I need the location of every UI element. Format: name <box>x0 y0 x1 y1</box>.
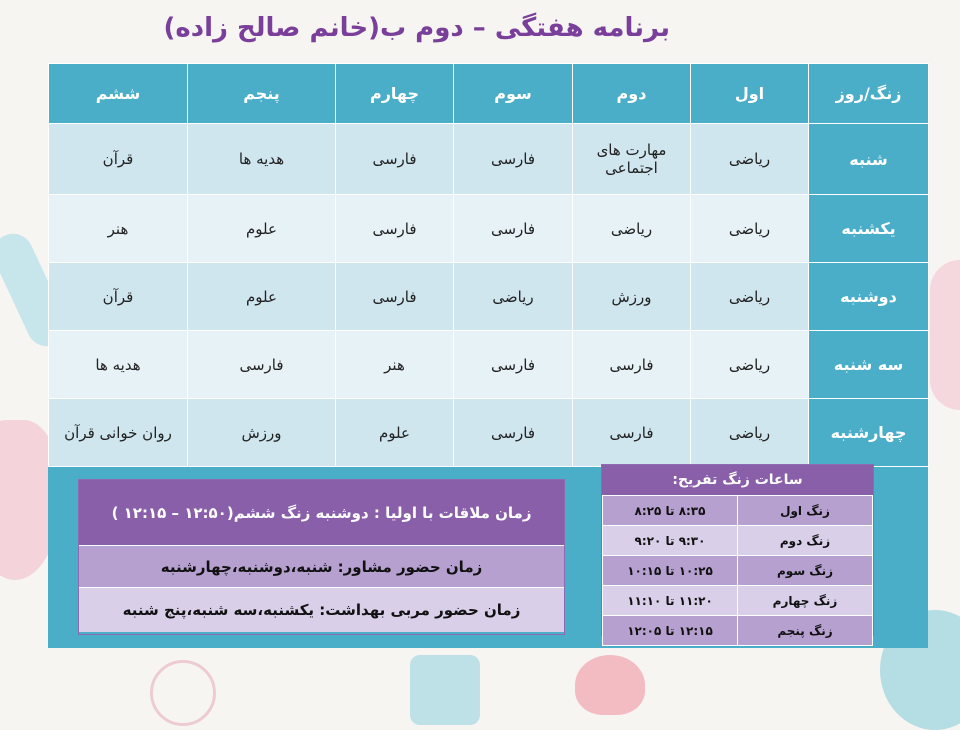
day-cell: یکشنبه <box>809 195 929 263</box>
header-corner: زنگ/روز <box>809 64 929 124</box>
lesson-cell: روان خوانی قرآن <box>49 399 188 467</box>
lesson-cell: مهارت های اجتماعی <box>573 124 691 195</box>
lesson-cell: ریاضی <box>691 263 809 331</box>
bell-name: زنگ چهارم <box>738 586 873 616</box>
table-row <box>49 124 929 195</box>
bell-time: ۱۲:۱۵ تا ۱۲:۰۵ <box>603 616 738 646</box>
lesson-cell: ورزش <box>573 263 691 331</box>
lesson-cell: فارسی <box>454 195 573 263</box>
break-times-title: ساعات زنگ تفریح: <box>602 465 873 495</box>
lesson-cell: هنر <box>49 195 188 263</box>
header-period: اول <box>691 64 809 124</box>
lesson-cell: فارسی <box>336 263 454 331</box>
counselor-days: زمان حضور مشاور: شنبه،دوشنبه،چهارشنبه <box>79 546 564 588</box>
schedule-table <box>48 63 929 467</box>
lesson-cell: فارسی <box>336 195 454 263</box>
break-times-table <box>602 495 873 646</box>
bell-name: زنگ دوم <box>738 526 873 556</box>
bell-name: زنگ پنجم <box>738 616 873 646</box>
table-row <box>49 263 929 331</box>
header-period: سوم <box>454 64 573 124</box>
lesson-cell: ریاضی <box>691 195 809 263</box>
table-row <box>49 195 929 263</box>
lesson-cell: هدیه ها <box>188 124 336 195</box>
bell-name: زنگ اول <box>738 496 873 526</box>
schedule-header-row <box>49 64 929 124</box>
lesson-cell: ریاضی <box>691 331 809 399</box>
lesson-cell: قرآن <box>49 124 188 195</box>
table-row <box>49 331 929 399</box>
header-period: پنجم <box>188 64 336 124</box>
table-row <box>603 616 873 646</box>
day-cell: سه شنبه <box>809 331 929 399</box>
bell-time: ۸:۳۵ تا ۸:۲۵ <box>603 496 738 526</box>
lesson-cell: ریاضی <box>691 399 809 467</box>
day-cell: چهارشنبه <box>809 399 929 467</box>
bell-time: ۹:۳۰ تا ۹:۲۰ <box>603 526 738 556</box>
lesson-cell: فارسی <box>454 399 573 467</box>
header-period: دوم <box>573 64 691 124</box>
parent-meeting-time: زمان ملاقات با اولیا : دوشنبه زنگ ششم(۱۲:۵۰ – ۱۲:۱۵ ) <box>79 480 564 546</box>
lesson-cell: فارسی <box>336 124 454 195</box>
lesson-cell: فارسی <box>573 399 691 467</box>
bell-time: ۱۰:۲۵ تا ۱۰:۱۵ <box>603 556 738 586</box>
table-row <box>603 586 873 616</box>
day-cell: دوشنبه <box>809 263 929 331</box>
day-cell: شنبه <box>809 124 929 195</box>
decoration-hexagon <box>150 660 216 726</box>
table-row <box>603 526 873 556</box>
lesson-cell: علوم <box>188 263 336 331</box>
page-title: برنامه هفتگی – دوم ب(خانم صالح زاده) <box>163 13 670 43</box>
decoration-calculator <box>410 655 480 725</box>
lesson-cell: قرآن <box>49 263 188 331</box>
table-row <box>603 496 873 526</box>
lesson-cell: علوم <box>188 195 336 263</box>
lesson-cell: علوم <box>336 399 454 467</box>
bell-time: ۱۱:۲۰ تا ۱۱:۱۰ <box>603 586 738 616</box>
health-coach-days: زمان حضور مربی بهداشت: یکشنبه،سه شنبه،پنج شنبه <box>79 588 564 632</box>
info-box <box>78 479 565 635</box>
lesson-cell: هدیه ها <box>49 331 188 399</box>
lesson-cell: هنر <box>336 331 454 399</box>
header-period: چهارم <box>336 64 454 124</box>
lesson-cell: ریاضی <box>573 195 691 263</box>
break-times-box <box>601 464 874 636</box>
lesson-cell: ریاضی <box>454 263 573 331</box>
bell-name: زنگ سوم <box>738 556 873 586</box>
lesson-cell: فارسی <box>454 331 573 399</box>
header-period: ششم <box>49 64 188 124</box>
lesson-cell: فارسی <box>573 331 691 399</box>
lesson-cell: فارسی <box>188 331 336 399</box>
table-row <box>603 556 873 586</box>
lesson-cell: ورزش <box>188 399 336 467</box>
schedule-panel <box>48 63 928 648</box>
table-row <box>49 399 929 467</box>
decoration-bottle <box>930 260 960 410</box>
lesson-cell: فارسی <box>454 124 573 195</box>
decoration-heart <box>575 655 645 715</box>
lesson-cell: ریاضی <box>691 124 809 195</box>
